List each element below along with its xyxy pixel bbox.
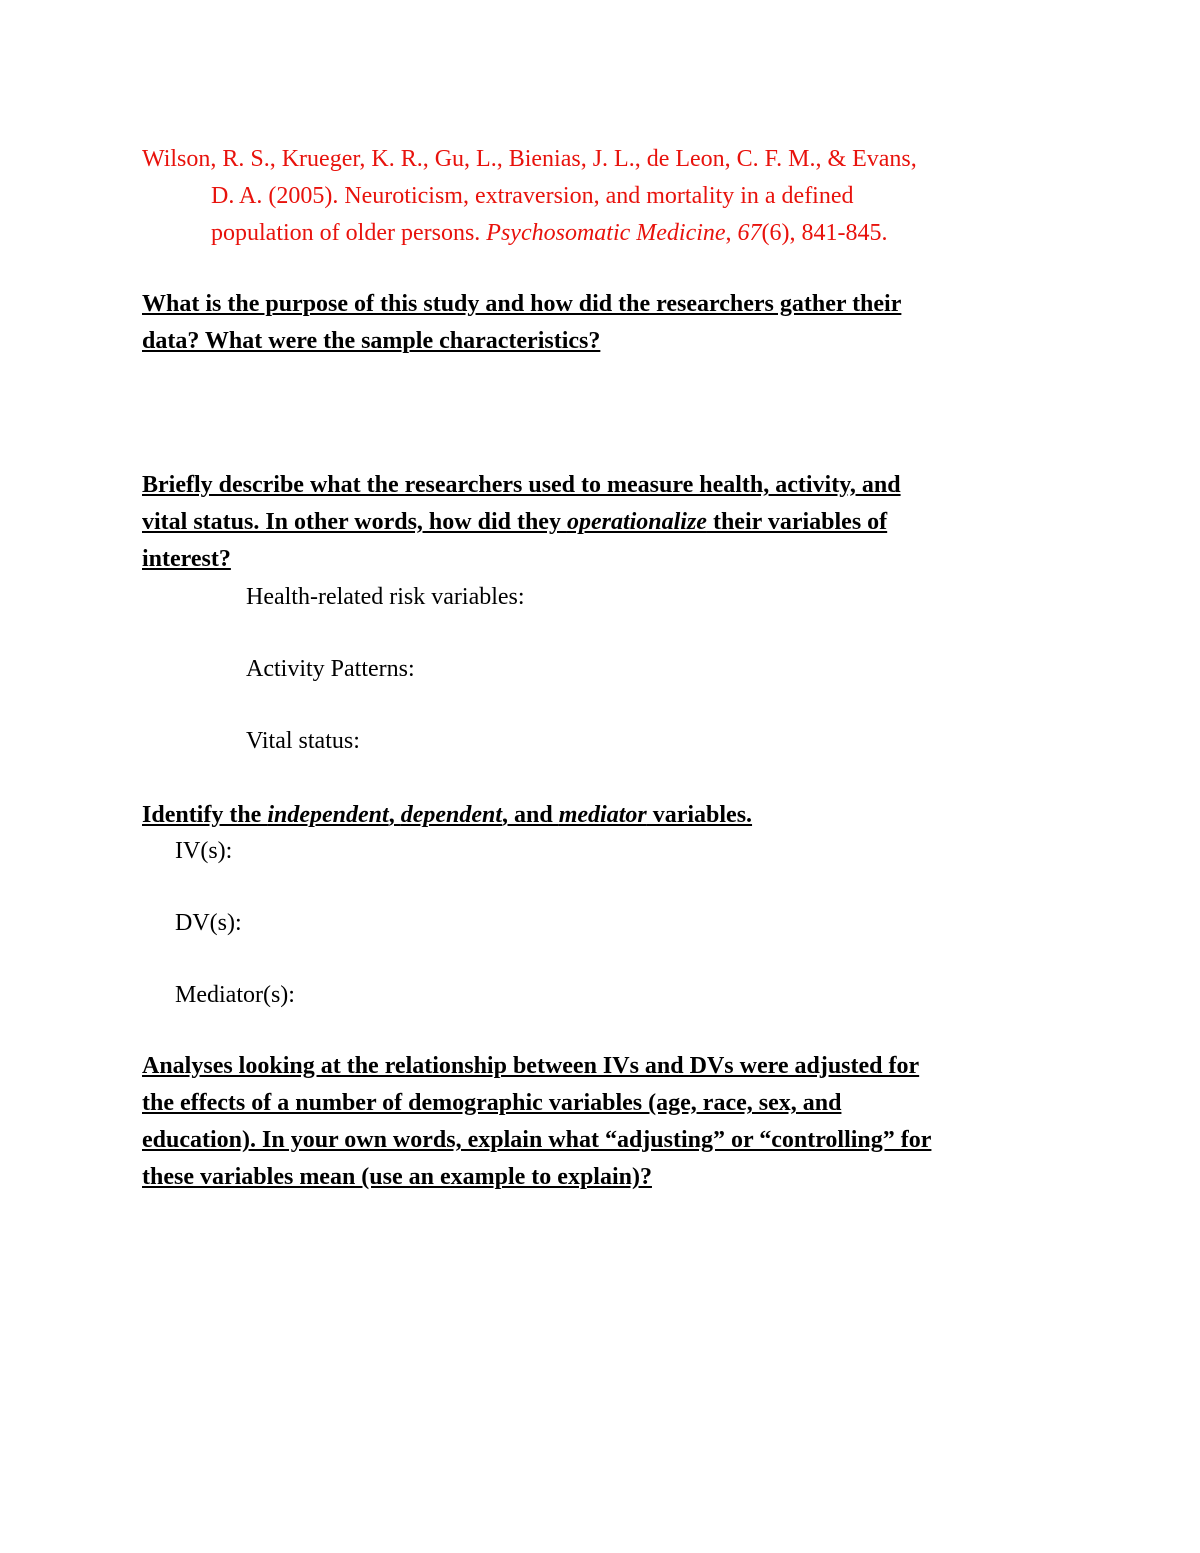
citation-line-2: D. A. (2005). Neuroticism, extraversion, and mortality in a defined — [211, 183, 854, 209]
question-adjusting-line-2: the effects of a number of demographic variables (age, race, sex, and — [142, 1090, 842, 1116]
reference-citation — [142, 141, 1062, 252]
question-operationalize-line-2 — [142, 504, 901, 541]
journal-volume: 67 — [737, 220, 762, 246]
q3-emphasis-mediator: mediator — [558, 802, 647, 828]
citation-line-3 — [142, 215, 1062, 252]
q3-sep-1: , — [388, 802, 401, 828]
question-identify-line — [142, 797, 752, 834]
q3-emphasis-independent: independent — [267, 802, 389, 828]
label-vital-status: Vital status: — [246, 728, 360, 754]
question-adjusting-line-4: these variables mean (use an example to explain)? — [142, 1164, 652, 1190]
label-health-related-risk: Health-related risk variables: — [246, 584, 525, 610]
citation-comma: , — [725, 220, 738, 246]
journal-title: Psychosomatic Medicine — [486, 220, 726, 246]
q2-text-pre: vital status. In other words, how did they — [142, 509, 567, 535]
q2-text-post: their variables of — [706, 509, 888, 535]
q3-emphasis-dependent: dependent — [400, 802, 503, 828]
question-identify-variables — [142, 797, 752, 834]
question-operationalize — [142, 467, 901, 578]
q3-text-pre: Identify the — [142, 802, 268, 828]
question-purpose-line-1: What is the purpose of this study and how did the researchers gather their — [142, 291, 902, 317]
question-operationalize-line-1: Briefly describe what the researchers used to measure health, activity, and — [142, 472, 901, 498]
question-purpose — [142, 286, 901, 360]
label-activity-patterns: Activity Patterns: — [246, 656, 415, 682]
label-mediator: Mediator(s): — [175, 982, 295, 1008]
citation-issue-pages: (6), 841-845. — [761, 220, 888, 246]
question-purpose-line-2: data? What were the sample characteristics? — [142, 328, 601, 354]
question-adjusting-line-1: Analyses looking at the relationship between IVs and DVs were adjusted for — [142, 1053, 920, 1079]
q2-emphasis-operationalize: operationalize — [566, 509, 707, 535]
q3-text-post: variables. — [646, 802, 753, 828]
citation-text: population of older persons. — [211, 220, 487, 246]
citation-line-1: Wilson, R. S., Krueger, K. R., Gu, L., Bienias, J. L., de Leon, C. F. M., & Evans, — [142, 146, 917, 172]
question-adjusting — [142, 1048, 931, 1196]
label-iv: IV(s): — [175, 838, 233, 864]
question-adjusting-line-3: education). In your own words, explain what “adjusting” or “controlling” for — [142, 1127, 932, 1153]
label-dv: DV(s): — [175, 910, 242, 936]
q3-sep-2: , and — [502, 802, 559, 828]
question-operationalize-line-3: interest? — [142, 546, 231, 572]
